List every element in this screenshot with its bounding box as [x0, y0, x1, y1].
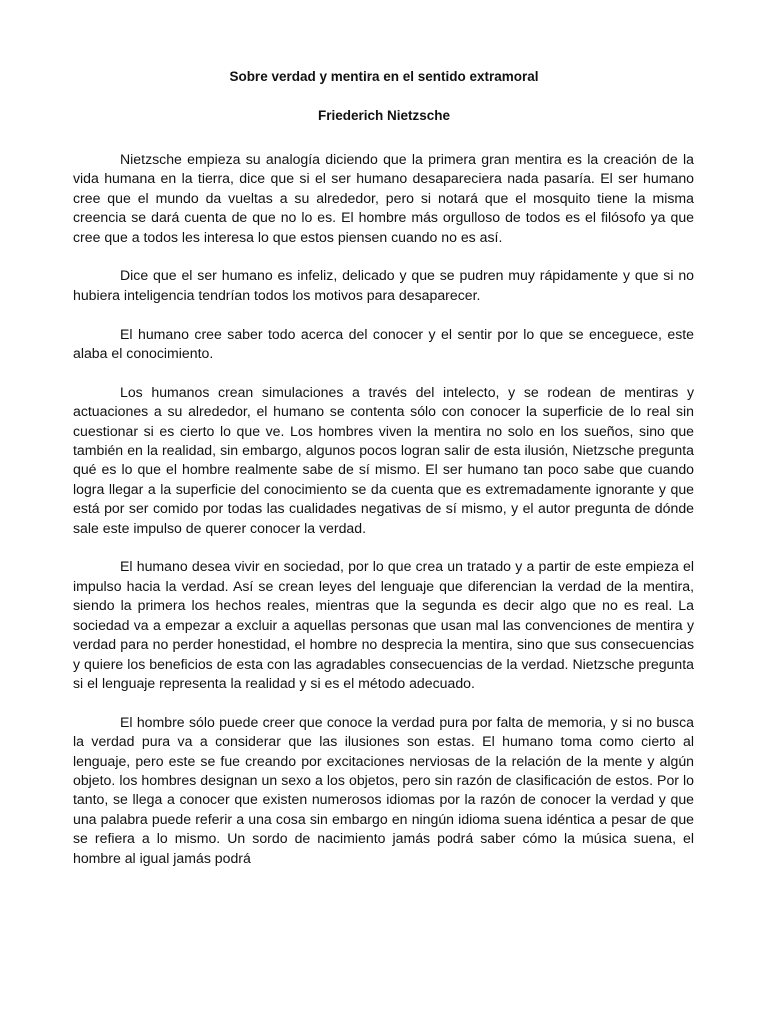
paragraph-1: Nietzsche empieza su analogía diciendo que la primera gran mentira es la creación de la vida humana en la tierra, dice que si el ser humano desapareciera nada pasaría. El ser humano cree que el mundo da vueltas a su alrededor, pero si notará que el mosquito tiene la misma creencia se dará cuenta de que no lo es. El hombre más orgulloso de todos es el filósofo ya que cree que a todos les interesa lo que estos piensen cuando no es así. [73, 151, 694, 245]
paragraph-6: El hombre sólo puede creer que conoce la verdad pura por falta de memoria, y si no busca la verdad pura va a considerar que las ilusiones son estas. El humano toma como cierto al lenguaje, pero este se fue creando por excitaciones nerviosas de la relación de la mente y algún objeto. los hombres designan un sexo a los objetos, pero sin razón de clasificación de estos. Por lo tanto, se llega a conocer que existen numerosos idiomas por la razón de conocer la verdad y que una palabra puede referir a una cosa sin embargo en ningún idioma suena idéntica a pesar de que se refiera a lo mismo. Un sordo de nacimiento jamás podrá saber cómo la música suena, el hombre al igual jamás podrá [73, 713, 694, 866]
paragraph-2: Dice que el ser humano es infeliz, delicado y que se pudren muy rápidamente y que si no hubiera inteligencia tendrían todos los motivos para desaparecer. [73, 267, 694, 303]
paragraph-4: Los humanos crean simulaciones a través del intelecto, y se rodean de mentiras y actuaciones a su alrededor, el humano se contenta sólo con conocer la superficie de lo real sin cuestionar si es cierto lo que ve. Los hombres viven la mentira no solo en los sueños, sino que también en la realidad, sin embargo, algunos pocos logran salir de esta ilusión, Nietzsche pregunta qué es lo que el hombre realmente sabe de sí mismo. El ser humano tan poco sabe que cuando logra llegar a la superficie del conocimiento se da cuenta que es extremadamente ignorante y que está por ser comido por todas las cualidades negativas de sí mismo, y el autor pregunta de dónde sale este impulso de querer conocer la verdad. [73, 383, 694, 536]
document-title: Sobre verdad y mentira en el sentido extramoral [229, 69, 539, 84]
paragraph-3: El humano cree saber todo acerca del conocer y el sentir por lo que se enceguece, este alaba el conocimiento. [73, 325, 694, 362]
document-body [73, 150, 694, 887]
document-author: Friederich Nietzsche [317, 108, 451, 123]
paragraph-5: El humano desea vivir en sociedad, por lo que crea un tratado y a partir de este empieza el impulso hacia la verdad. Así se crean leyes del lenguaje que diferencian la verdad de la mentira, siendo la primera los hechos reales, mientras que la segunda es decir algo que no es real. La sociedad va a empezar a excluir a aquellas personas que usan mal las convenciones de mentira y verdad para no perder honestidad, el hombre no desprecia la mentira, sino que sus consecuencias y quiere los beneficios de esta con las agradables consecuencias de la verdad. Nietzsche pregunta si el lenguaje representa la realidad y si es el método adecuado. [73, 558, 694, 691]
